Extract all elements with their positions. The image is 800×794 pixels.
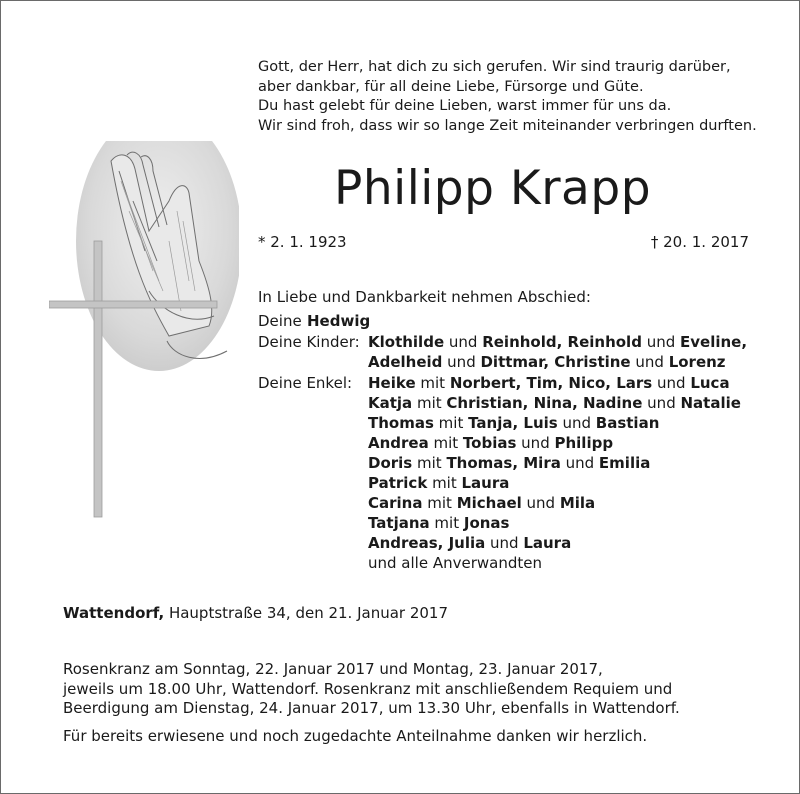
address-date: Hauptstraße 34, den 21. Januar 2017 [164, 604, 449, 622]
verse-line: Du hast gelebt für deine Lieben, warst immer für uns da. [258, 98, 672, 114]
family-member-name: Patrick [368, 474, 428, 492]
grandchildren-line [368, 413, 741, 433]
connector-text: mit [428, 434, 463, 452]
connector-text: und [444, 333, 483, 351]
grandchildren-label: Deine Enkel: [258, 374, 353, 392]
family-member-name: Adelheid [368, 353, 443, 371]
family-member-name: Tobias [462, 434, 517, 452]
family-member-name: Christian, Nina, Nadine [446, 394, 643, 412]
death-date: † 20. 1. 2017 [650, 233, 749, 251]
connector-text: und [560, 454, 599, 472]
spouse-label: Deine [258, 312, 302, 330]
family-member-name: Emilia [598, 454, 651, 472]
birth-date: * 2. 1. 1923 [258, 233, 347, 251]
grandchildren-line [368, 373, 741, 393]
connector-text: und [516, 434, 555, 452]
family-member-name: Tatjana [368, 514, 430, 532]
family-member-name: Dittmar, Christine [480, 353, 631, 371]
connector-text: mit [412, 454, 447, 472]
grandchildren-line [368, 553, 741, 573]
connector-text: und [652, 374, 691, 392]
family-member-name: Natalie [680, 394, 741, 412]
connector-text: und alle Anverwandten [368, 554, 542, 572]
connector-text: mit [412, 394, 447, 412]
family-member-name: Doris [368, 454, 413, 472]
grandchildren-line [368, 473, 741, 493]
family-member-name: Michael [456, 494, 522, 512]
family-member-name: Andreas, Julia [368, 534, 486, 552]
family-member-name: Klothilde [368, 333, 445, 351]
connector-text: mit [433, 414, 469, 432]
grandchildren-line [368, 493, 741, 513]
connector-text: mit [422, 494, 457, 512]
grandchildren-line [368, 433, 741, 453]
children-list [368, 332, 747, 372]
family-member-name: Bastian [595, 414, 660, 432]
service-line: Beerdigung am Dienstag, 24. Januar 2017, um 13.30 Uhr, ebenfalls in Wattendorf. [63, 699, 680, 717]
connector-text: und [557, 414, 596, 432]
connector-text: und [485, 534, 524, 552]
spouse-name: Hedwig [307, 312, 371, 330]
connector-text: mit [415, 374, 450, 392]
verse-line: aber dankbar, für all deine Liebe, Fürsorge und Güte. [258, 78, 644, 95]
children-line [368, 352, 747, 372]
verse-line: Wir sind froh, dass wir so lange Zeit miteinander verbringen durften. [258, 117, 757, 134]
service-line: jeweils um 18.00 Uhr, Wattendorf. Rosenkranz mit anschließendem Requiem und [63, 679, 673, 698]
children-label: Deine Kinder: [258, 333, 360, 351]
family-member-name: Lorenz [668, 353, 726, 371]
family-member-name: Reinhold, Reinhold [482, 333, 642, 351]
family-member-name: Mila [559, 494, 596, 512]
grandchildren-line [368, 533, 741, 553]
children-line [368, 332, 747, 352]
grandchildren-line [368, 453, 741, 473]
service-line: Rosenkranz am Sonntag, 22. Januar 2017 und Montag, 23. Januar 2017, [63, 660, 603, 678]
grandchildren-line [368, 393, 741, 413]
family-member-name: Laura [523, 534, 572, 552]
town: Wattendorf, [63, 604, 165, 622]
connector-text: und [630, 353, 669, 371]
family-member-name: Norbert, Tim, Nico, Lars [449, 374, 653, 392]
family-member-name: Laura [461, 474, 510, 492]
family-member-name: Eveline, [680, 333, 748, 351]
family-member-name: Jonas [463, 514, 510, 532]
praying-hands-with-cross-icon [49, 141, 239, 521]
verse-line: Gott, der Herr, hat dich zu sich gerufen. Wir sind traurig darüber, [258, 59, 731, 75]
connector-text: und [642, 394, 681, 412]
farewell-intro: In Liebe und Dankbarkeit nehmen Abschied: [258, 288, 591, 306]
family-member-name: Philipp [554, 434, 614, 452]
family-member-name: Carina [368, 494, 423, 512]
thanks-note: Für bereits erwiesene und noch zugedachte Anteilnahme danken wir herzlich. [63, 727, 648, 745]
grandchildren-line [368, 513, 741, 533]
family-member-name: Tanja, Luis [468, 414, 558, 432]
verse [258, 58, 757, 136]
connector-text: mit [429, 514, 464, 532]
family-member-name: Andrea [368, 434, 429, 452]
connector-text: und [442, 353, 481, 371]
place-and-date [63, 604, 448, 622]
connector-text: und [521, 494, 560, 512]
grandchildren-list [368, 373, 741, 573]
family-member-name: Thomas, Mira [446, 454, 561, 472]
family-member-name: Luca [690, 374, 730, 392]
family-member-name: Heike [368, 374, 416, 392]
family-member-name: Katja [368, 394, 413, 412]
family-member-name: Thomas [368, 414, 434, 432]
connector-text: mit [427, 474, 462, 492]
deceased-name: Philipp Krapp [334, 161, 652, 216]
connector-text: und [641, 333, 681, 351]
service-details [63, 660, 680, 719]
